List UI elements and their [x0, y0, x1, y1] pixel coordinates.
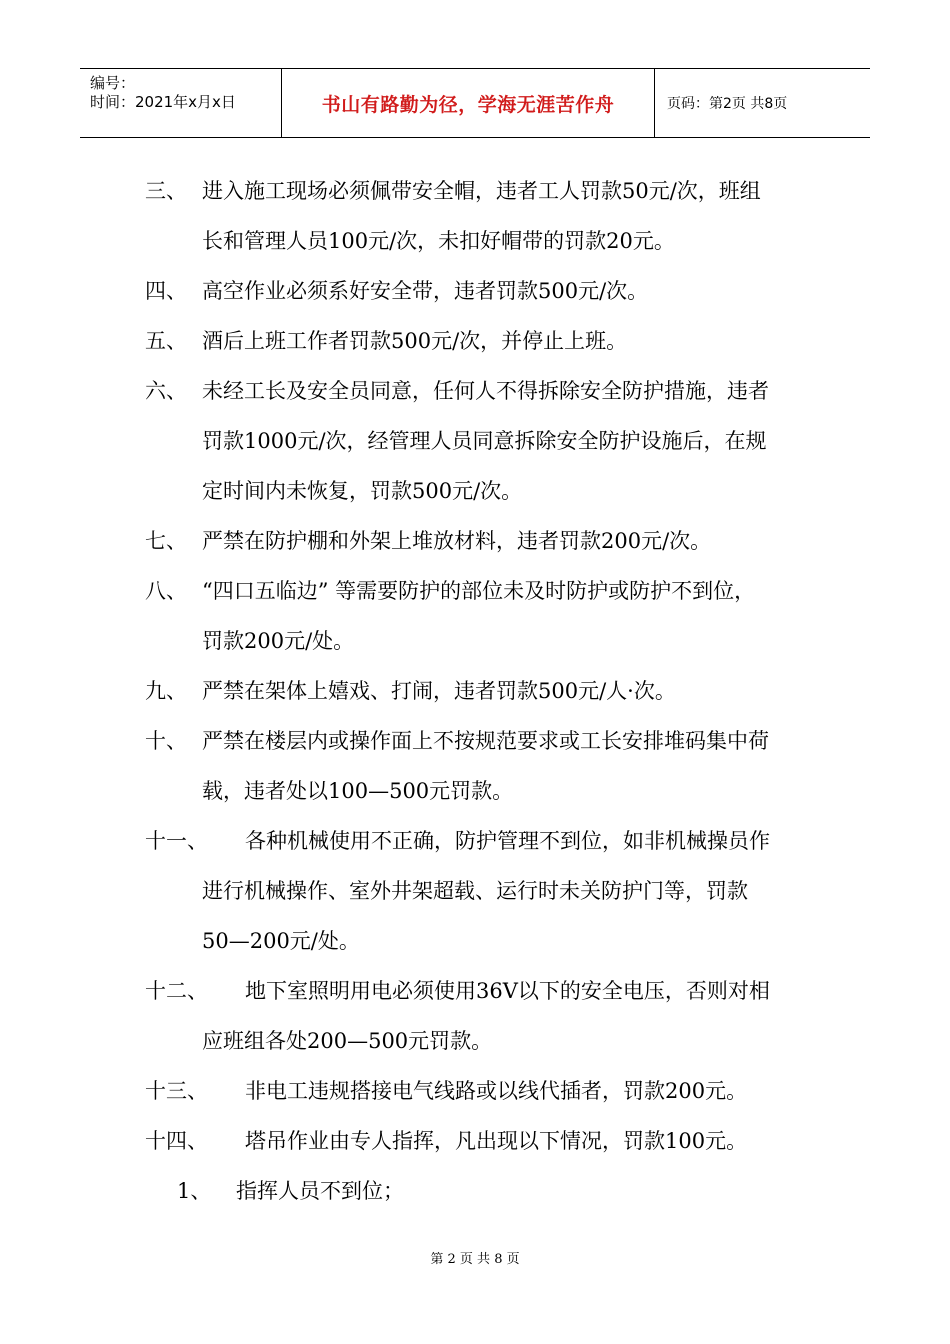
page-footer: 第 2 页 共 8 页 — [430, 1252, 520, 1267]
item-text-line: 塔吊作业由专人指挥，凡出现以下情况，罚款100元。 — [245, 1129, 748, 1153]
item-number: 六、 — [145, 379, 187, 403]
item-text-line: 进入施工现场必须佩带安全帽，违者工人罚款50元/次，班组 — [202, 179, 761, 203]
item-text-line: 严禁在架体上嬉戏、打闹，违者罚款500元/人·次。 — [202, 679, 676, 703]
page-header — [80, 68, 870, 138]
item-number: 五、 — [145, 329, 187, 353]
item-text-line: 非电工违规搭接电气线路或以线代插者，罚款200元。 — [245, 1079, 748, 1103]
header-page-cell — [655, 69, 870, 137]
header-motto: 书山有路勤为径，学海无涯苦作舟 — [321, 93, 615, 116]
item-text-line: 长和管理人员100元/次，未扣好帽带的罚款20元。 — [202, 229, 675, 253]
item-number: 十、 — [145, 729, 187, 753]
item-text-line: 地下室照明用电必须使用36V以下的安全电压，否则对相 — [245, 979, 770, 1003]
item-text-line: 定时间内未恢复，罚款500元/次。 — [202, 479, 523, 503]
item-number: 八、 — [145, 579, 187, 603]
header-page-info: 页码：第2页 共8页 — [667, 96, 788, 112]
item-number: 十三、 — [145, 1079, 208, 1103]
item-number: 九、 — [145, 679, 187, 703]
item-text-line: 未经工长及安全员同意，任何人不得拆除安全防护措施，违者 — [202, 379, 769, 403]
document-number-label: 编号： — [90, 74, 136, 92]
item-text-line: 指挥人员不到位； — [236, 1179, 404, 1203]
item-text-line: 酒后上班工作者罚款500元/次，并停止上班。 — [202, 329, 628, 353]
item-text-line: “四口五临边” 等需要防护的部位未及时防护或防护不到位， — [202, 579, 756, 603]
item-text-line: 进行机械操作、室外井架超载、运行时未关防护门等，罚款 — [202, 879, 748, 903]
document-date-label: 时间：2021年x月x日 — [90, 93, 236, 111]
item-text-line: 各种机械使用不正确，防护管理不到位，如非机械操员作 — [245, 829, 770, 853]
header-motto-cell — [282, 69, 655, 137]
item-number: 十四、 — [145, 1129, 208, 1153]
item-number: 十二、 — [145, 979, 208, 1003]
item-text-line: 50—200元/处。 — [202, 929, 360, 953]
header-meta-cell — [80, 69, 282, 137]
item-text-line: 罚款1000元/次，经管理人员同意拆除安全防护设施后，在规 — [202, 429, 767, 453]
item-text-line: 严禁在楼层内或操作面上不按规范要求或工长安排堆码集中荷 — [202, 729, 769, 753]
item-number: 1、 — [177, 1179, 212, 1203]
item-text-line: 高空作业必须系好安全带，违者罚款500元/次。 — [202, 279, 649, 303]
item-number: 十一、 — [145, 829, 208, 853]
item-number: 三、 — [145, 179, 187, 203]
item-text-line: 载，违者处以100—500元罚款。 — [202, 779, 514, 803]
item-number: 四、 — [145, 279, 187, 303]
item-text-line: 罚款200元/处。 — [202, 629, 355, 653]
item-number: 七、 — [145, 529, 187, 553]
item-text-line: 应班组各处200—500元罚款。 — [202, 1029, 493, 1053]
item-text-line: 严禁在防护棚和外架上堆放材料，违者罚款200元/次。 — [202, 529, 712, 553]
